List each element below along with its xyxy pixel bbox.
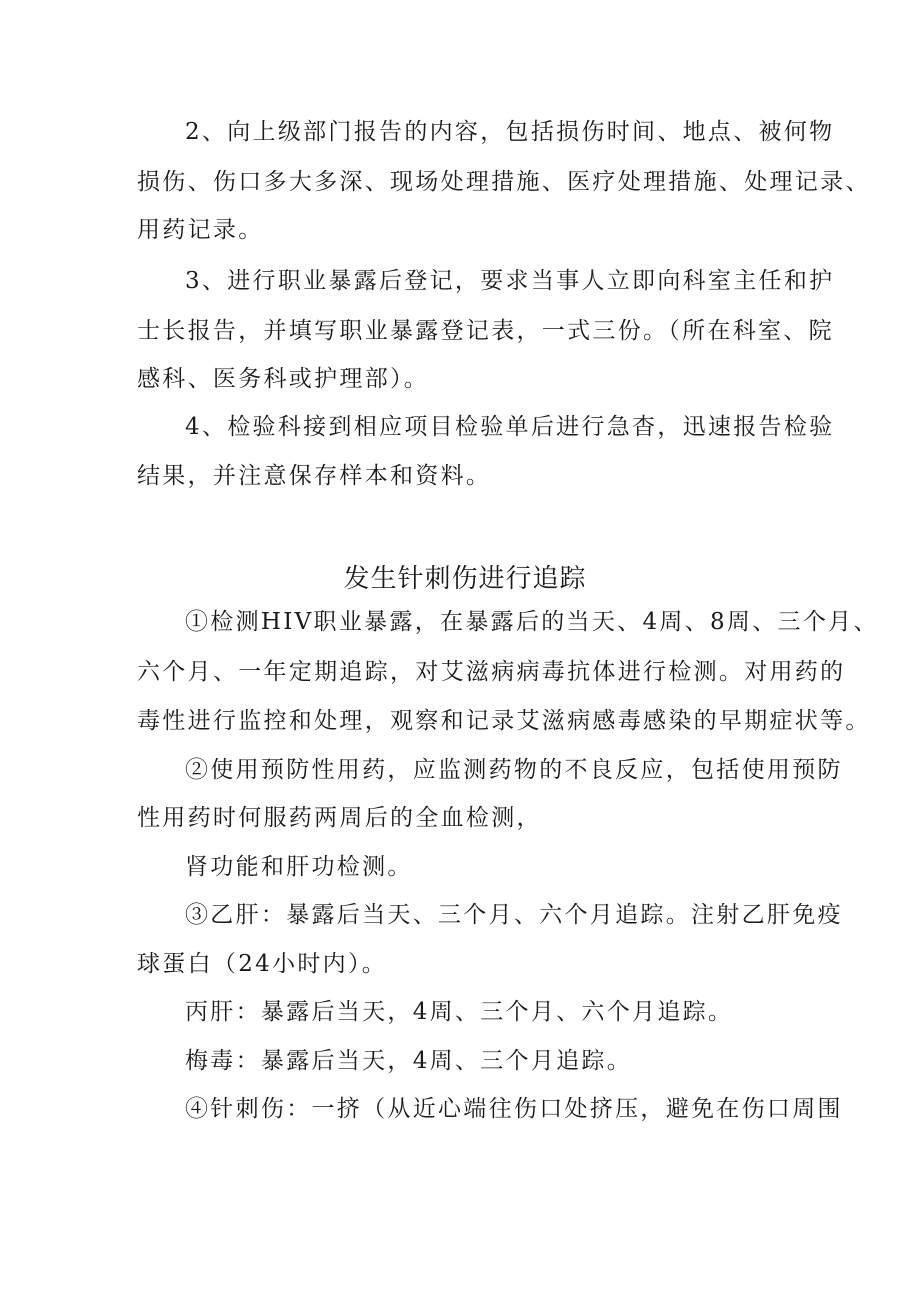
paragraph-4-line-1: 4、检验科接到相应项目检验单后进行急杳，迅速报告检验 bbox=[185, 414, 835, 440]
section-heading: 发生针刺伤进行追踪 bbox=[343, 564, 587, 594]
prophylaxis-paragraph-line-1: ②使用预防性用药，应监测药物的不良反应，包括使用预防 bbox=[185, 757, 843, 783]
paragraph-4-line-2: 结果，并注意保存样本和资料。 bbox=[137, 463, 492, 489]
hiv-paragraph-line-2: 六个月、一年定期追踪，对艾滋病病毒抗体进行检测。对用药的 bbox=[137, 659, 846, 685]
paragraph-3-line-3: 感科、医务科或护理部）。 bbox=[137, 366, 430, 392]
paragraph-2-line-1: 2、向上级部门报告的内容，包括损伤时间、地点、被何物 bbox=[185, 119, 835, 145]
hepatitis-b-paragraph-line-2: 球蛋白（24小时内）。 bbox=[137, 951, 388, 977]
paragraph-2-line-2: 损伤、伤口多大多深、现场处理措施、医疗处理措施、处理记录、 bbox=[137, 169, 871, 195]
needlestick-paragraph-line-1: ④针刺伤：一挤（从近心端往伤口处挤压，避免在伤口周围 bbox=[185, 1096, 843, 1122]
prophylaxis-paragraph-line-2: 性用药时何服药两周后的全血检测， bbox=[137, 805, 542, 831]
paragraph-3-line-2: 士长报告，并填写职业暴露登记表，一式三份。（所在科室、院 bbox=[137, 318, 834, 344]
kidney-liver-test-line: 肾功能和肝功检测。 bbox=[185, 854, 413, 880]
hiv-paragraph-line-1: ①检测HIV职业暴露，在暴露后的当天、4周、8周、三个月、 bbox=[185, 609, 879, 635]
paragraph-2-line-3: 用药记录。 bbox=[137, 217, 264, 243]
paragraph-3-line-1: 3、进行职业暴露后登记，要求当事人立即向科室主任和护 bbox=[185, 268, 835, 294]
hepatitis-b-paragraph-line-1: ③乙肝：暴露后当天、三个月、六个月追踪。注射乙肝免疫 bbox=[185, 902, 843, 928]
hiv-paragraph-line-3: 毒性进行监控和处理，观察和记录艾滋病感毒感染的早期症状等。 bbox=[137, 708, 871, 734]
syphilis-line: 梅毒：暴露后当天，4周、三个月追踪。 bbox=[185, 1048, 633, 1074]
hepatitis-c-line: 丙肝：暴露后当天，4周、三个月、六个月追踪。 bbox=[185, 999, 734, 1025]
